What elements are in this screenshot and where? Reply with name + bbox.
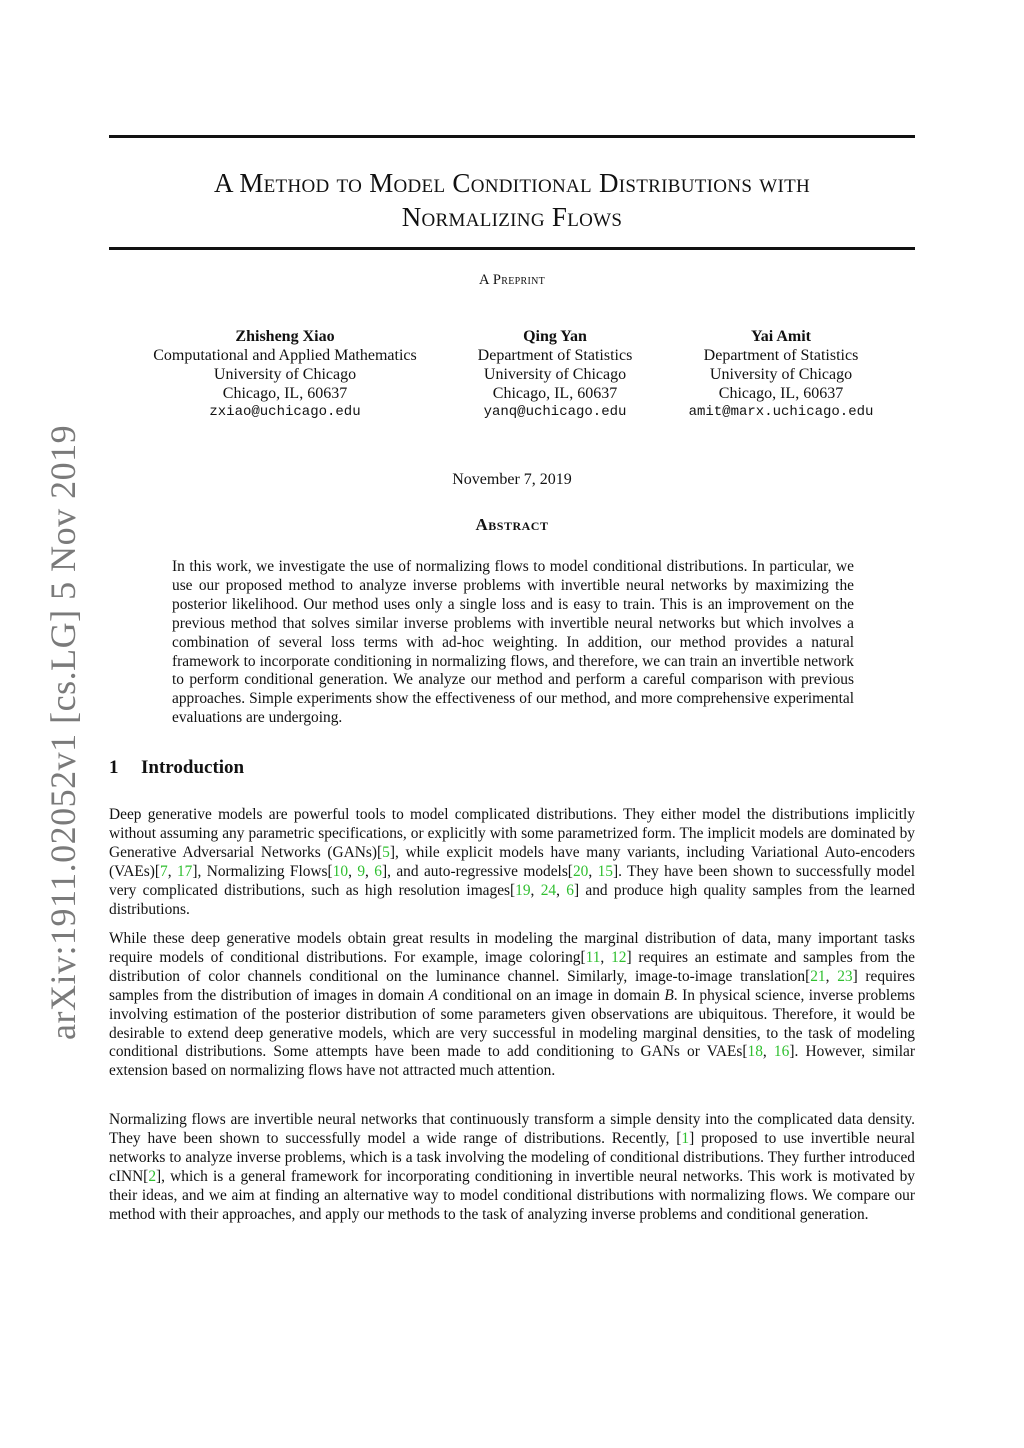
text-run: ], which is a general framework for incorporating conditioning in invertible neural networks. This work is motivated by their ideas, and we aim at finding an alternative way to model conditional distributions with normalizing flows. We compare our method with their approaches, and apply our methods to the task of analyzing inverse problems and conditional generation. [109,1167,915,1223]
text-run: Normalizing flows are invertible neural networks that continuously transform a simple density into the complicated data density. They have been shown to successfully model a wide range of distributions. Recently, [ [109,1111,915,1147]
publication-date: November 7, 2019 [452,471,572,488]
citation-link[interactable]: 23 [837,967,853,985]
author-university: University of Chicago [213,366,357,383]
text-run: , [825,967,838,985]
citation-link[interactable]: 5 [382,843,390,861]
text-run: ]. They have been shown to successfully model very complicated distributions, such as high resolution images[ [109,862,915,899]
citation-link[interactable]: 6 [566,881,574,899]
author-department: Department of Statistics [703,347,859,364]
text-run: ], while explicit models have many variants, including Variational Auto-encoders (VAEs)[ [109,843,915,880]
section-title: Introduction [141,757,245,778]
text-run: , [348,862,358,880]
title-bottom-rule [109,247,915,250]
author-name: Yai Amit [751,328,811,345]
author-email[interactable]: yanq@uchicago.edu [483,404,627,420]
text-run: ] proposed to use invertible neural networks to analyze inverse problems, which is a task involving the modeling of conditional distributions. They further introduced cINN[ [109,1129,915,1185]
author-university: University of Chicago [709,366,853,383]
citation-link[interactable]: 19 [515,881,531,899]
citation-link[interactable]: 12 [611,948,627,966]
author-address: Chicago, IL, 60637 [718,385,844,402]
text-run: Deep generative models are powerful tools to model complicated distributions. They either model the distributions implicitly without assuming any parametric specifications, or explicitly with some parametrized form. The implicit models are dominated by Generative Adversarial Networks (GANs)[ [109,806,915,861]
citation-link[interactable]: 1 [681,1129,690,1147]
author-address: Chicago, IL, 60637 [222,385,348,402]
author-3 [631,327,931,422]
text-run: , [762,1043,774,1061]
citation-link[interactable]: 24 [540,881,557,899]
text-run: , [588,862,598,880]
text-run: , [600,948,612,966]
intro-paragraph-1 [109,806,915,919]
citation-link[interactable]: 11 [585,948,601,966]
arxiv-identifier-stamp: arXiv:1911.02052v1 [cs.LG] 5 Nov 2019 [43,424,83,1040]
author-email[interactable]: zxiao@uchicago.edu [209,404,361,420]
author-university: University of Chicago [483,366,627,383]
math-symbol: B [664,986,674,1004]
text-run: ], Normalizing Flows[ [192,862,333,880]
citation-link[interactable]: 10 [332,862,349,880]
text-run: . In physical science, inverse problems involving estimation of the posterior distribution of some parameters given observations are ubiquitous. Therefore, it would be desirable to extend deep generative models, which are very successful in modeling marginal densities, to the task of modeling conditional distributions. Some attempts have been made to add conditioning to GANs or VAEs[ [109,986,916,1061]
citation-link[interactable]: 17 [176,862,193,880]
citation-link[interactable]: 18 [747,1043,763,1061]
abstract-text: In this work, we investigate the use of normalizing flows to model conditional distributions. In particular, we use our proposed method to analyze inverse problems with invertible neural networks by maximizing the posterior likelihood. Our method uses only a single loss and is easy to train. This is an improvement on the previous method that solves similar inverse problems with invertible neural networks but which involves a combination of several loss terms with ad-hoc weighting. In addition, our method provides a natural framework to incorporate conditioning in normalizing flows, and therefore, we can train an invertible network to perform conditional generation. We analyze our method and perform a careful comparison with previous approaches. Simple experiments show the effectiveness of our method, and more comprehensive experimental evaluations are undergoing. [172,558,854,727]
citation-link[interactable]: 2 [148,1167,157,1185]
author-1 [135,327,435,422]
citation-link[interactable]: 21 [810,967,826,985]
text-run: ] requires samples from the distribution of images in domain [109,967,916,1004]
author-department: Computational and Applied Mathematics [153,347,417,364]
citation-link[interactable]: 16 [773,1043,790,1061]
text-run: While these deep generative models obtain great results in modeling the marginal distribution of data, many important tasks require models of conditional distributions. For example, image coloring[ [109,930,915,966]
abstract-heading: Abstract [475,515,549,534]
author-name: Zhisheng Xiao [235,328,335,345]
title-line-2: Normalizing Flows [401,202,623,232]
preprint-label: A Preprint [478,272,546,288]
citation-link[interactable]: 6 [374,862,382,880]
section-number: 1 [109,757,119,778]
text-run: conditional on an image in domain [438,986,665,1004]
text-run: , [530,881,541,899]
citation-link[interactable]: 15 [597,862,613,880]
author-department: Department of Statistics [477,347,633,364]
title-top-rule [109,135,915,138]
author-block [0,327,1024,427]
author-name: Qing Yan [523,328,587,345]
title-line-1: A Method to Model Conditional Distributions with [213,168,811,198]
text-run: ], and auto-regressive models[ [381,862,573,880]
citation-link[interactable]: 9 [357,862,366,880]
text-run: , [556,881,567,899]
text-run: , [365,862,375,880]
paper-title [109,166,915,234]
author-address: Chicago, IL, 60637 [492,385,618,402]
math-symbol: A [428,986,439,1004]
author-email[interactable]: amit@marx.uchicago.edu [688,404,874,420]
intro-paragraph-2 [109,930,915,1081]
text-run: ]. However, similar extension based on normalizing flows have not attracted much attention. [109,1043,916,1080]
text-run: ] requires an estimate and samples from the distribution of color channels conditional on the luminance channel. Similarly, image-to-image translation[ [109,948,915,985]
intro-paragraph-3 [109,1111,915,1224]
citation-link[interactable]: 20 [572,862,589,880]
section-heading-introduction [109,757,915,779]
text-run: ] and produce high quality samples from the learned distributions. [109,881,915,918]
citation-link[interactable]: 7 [160,862,168,880]
text-run: , [167,862,177,880]
